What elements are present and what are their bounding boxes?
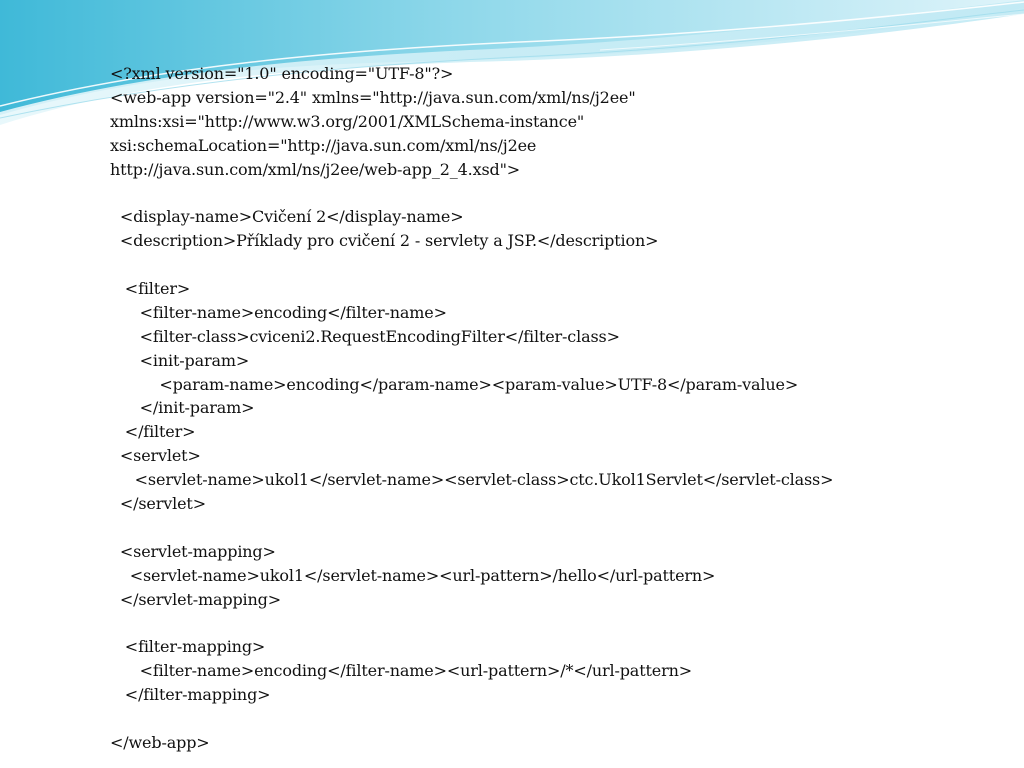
code-line — [110, 611, 1010, 635]
code-line: xsi:schemaLocation="http://java.sun.com/xml/ns/j2ee — [110, 135, 537, 155]
code-line — [110, 181, 1010, 205]
code-line: <init-param> — [110, 350, 250, 370]
code-line: </filter-mapping> — [110, 685, 271, 705]
code-line: <description>Příklady pro cvičení 2 - servlety a JSP.</description> — [110, 231, 659, 251]
code-line: </web-app> — [110, 732, 210, 752]
code-line: <filter> — [110, 279, 191, 299]
code-line: <display-name>Cvičení 2</display-name> — [110, 207, 464, 227]
code-line — [110, 516, 1010, 540]
code-line: <servlet-name>ukol1</servlet-name><servlet-class>ctc.Ukol1Servlet</servlet-class> — [110, 470, 834, 490]
code-line: <filter-name>encoding</filter-name> — [110, 302, 447, 322]
code-line — [110, 253, 1010, 277]
code-line: <servlet-name>ukol1</servlet-name><url-pattern>/hello</url-pattern> — [110, 565, 716, 585]
code-line: <filter-name>encoding</filter-name><url-pattern>/*</url-pattern> — [110, 661, 692, 681]
code-line: </servlet> — [110, 494, 206, 514]
code-line: <filter-mapping> — [110, 637, 266, 657]
code-line: <servlet> — [110, 446, 201, 466]
code-line: </filter> — [110, 422, 196, 442]
code-line: <servlet-mapping> — [110, 541, 276, 561]
code-line: xmlns:xsi="http://www.w3.org/2001/XMLSchema-instance" — [110, 111, 585, 131]
code-line: <?xml version="1.0" encoding="UTF-8"?> — [110, 64, 454, 83]
code-line: <filter-class>cviceni2.RequestEncodingFilter</filter-class> — [110, 326, 620, 346]
code-line — [110, 707, 1010, 731]
code-line: http://java.sun.com/xml/ns/j2ee/web-app_2_4.xsd"> — [110, 159, 521, 179]
xml-code-block — [110, 62, 1010, 755]
code-line: </servlet-mapping> — [110, 589, 282, 609]
code-line: <web-app version="2.4" xmlns="http://java.sun.com/xml/ns/j2ee" — [110, 87, 636, 107]
code-line: </init-param> — [110, 398, 255, 418]
code-line: <param-name>encoding</param-name><param-value>UTF-8</param-value> — [110, 374, 799, 394]
